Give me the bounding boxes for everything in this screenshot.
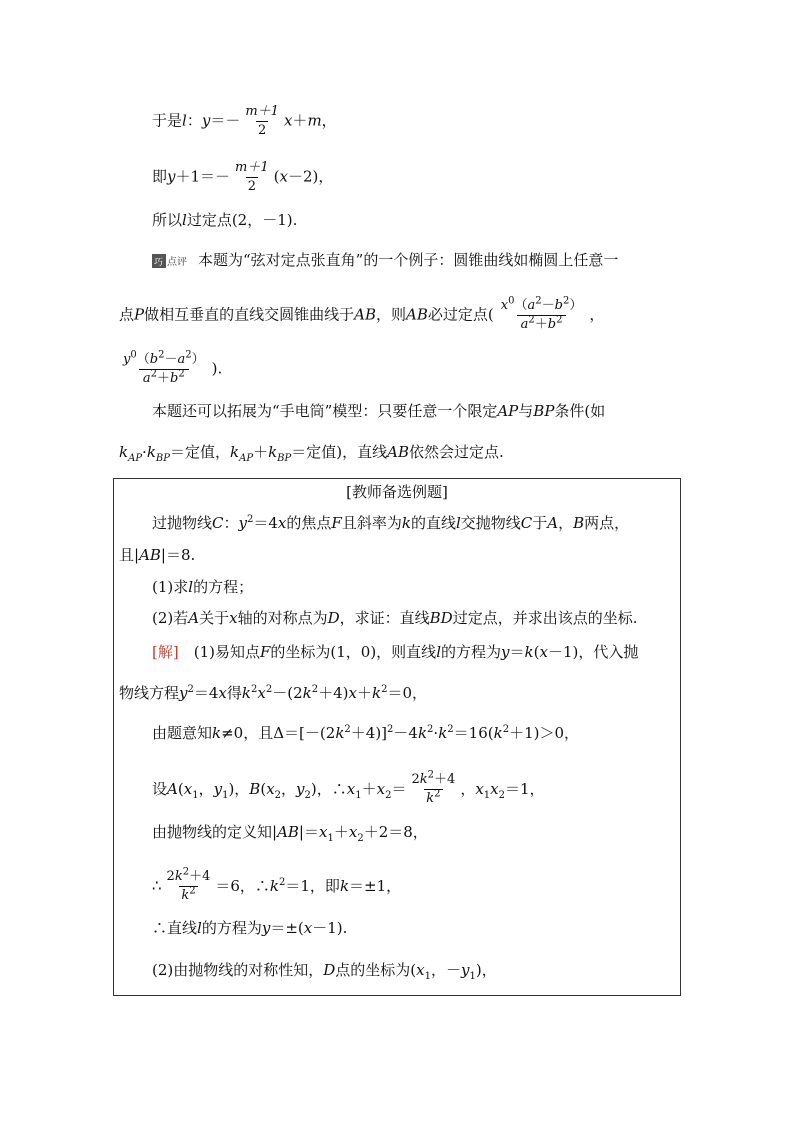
text: 且|AB|＝8. — [119, 546, 196, 564]
question-1 — [152, 577, 253, 597]
text: 过定点(2，－1). — [186, 211, 298, 229]
solution-line-5 — [152, 822, 428, 842]
teacher-box-title — [0, 482, 794, 502]
derivation-line-3 — [152, 210, 297, 230]
text: 条件(如 — [554, 402, 606, 420]
text: $k_{AP}\cdot k_{BP}=$定值，$k_{AP}+k_{BP}=$定值)，直线AB依然会过定点. — [119, 443, 504, 464]
derivation-line-1 — [152, 104, 337, 139]
fraction-denominator: $k^2$ — [426, 788, 441, 806]
text: x — [279, 167, 288, 186]
text: ( — [273, 167, 280, 186]
text: ∴直线l的方程为y＝±(x－1). — [152, 919, 348, 937]
comment-line-1 — [152, 250, 618, 270]
problem-line-2 — [119, 545, 195, 565]
text: 本题还可以拓展为“手电筒”模型：只要任意一个限定 — [152, 402, 498, 420]
text: －2)， — [287, 167, 334, 186]
text: BP — [533, 402, 555, 420]
text: ＝6，$\therefore k^2=1$，即k＝±1， — [215, 876, 402, 895]
fraction — [409, 769, 457, 807]
text: 本题为“弦对定点张直角”的一个例子：圆锥曲线如椭圆上任意一 — [198, 251, 619, 269]
comment-badge-icon — [152, 253, 192, 269]
text: 即 — [152, 167, 168, 186]
solution-line-4 — [152, 769, 545, 807]
fraction-fixed-point-x — [497, 295, 587, 333]
fraction — [165, 866, 213, 904]
fraction-numerator: $x^0(a^2-b^2)$ — [500, 295, 583, 313]
text: 物线方程$y^2=4x$得$k^2x^2-(2k^2+4)x+k^2=0$， — [119, 684, 427, 702]
solution-line-8 — [152, 960, 497, 980]
solution-line-1 — [152, 642, 638, 662]
fraction-numerator: m＋1 — [245, 104, 279, 119]
text: 必过定点( — [427, 305, 494, 324]
text: 设$A(x_1$，$y_1$)，$B(x_2$，$y_2$)，$\therefore x_1+x_2=$ — [152, 779, 407, 801]
solution-line-6 — [152, 866, 402, 904]
fraction-numerator: $2k^2+4$ — [411, 769, 456, 787]
comment-line-3 — [119, 349, 223, 387]
text: l — [182, 211, 187, 229]
problem-line-1 — [152, 513, 629, 533]
text: l — [182, 111, 187, 130]
fraction-denominator: $k^2$ — [181, 885, 196, 903]
text: 由题意知k≠0，且$\Delta=[-(2k^2+4)]^2-4k^2\cdot k^2=16(k^2+1)>0$， — [152, 724, 580, 742]
text: ). — [211, 359, 223, 378]
text: ＋1＝－ — [175, 167, 231, 186]
fraction-numerator: $y^0(b^2-a^2)$ — [123, 349, 205, 367]
text: 做相互垂直的直线交圆锥曲线于 — [144, 305, 355, 324]
solution-line-2 — [119, 683, 427, 703]
text: 过抛物线C：$y^2=4x$的焦点F且斜率为k的直线l交抛物线C于A，B两点， — [152, 514, 630, 532]
text: ＝－ — [210, 111, 241, 130]
text: 点 — [119, 305, 135, 324]
text: P — [134, 305, 145, 324]
text: (2)由抛物线的对称性知，D点的坐标为($x_1$，$-y_1$)， — [152, 961, 497, 982]
derivation-line-2 — [152, 160, 333, 195]
fraction-denominator: $a^2+b^2$ — [517, 315, 567, 333]
fraction-numerator: m＋1 — [235, 160, 269, 175]
text: (2)若A关于x轴的对称点为D，求证：直线BD过定点，并求出该点的坐标. — [152, 609, 638, 627]
text: 所以 — [152, 211, 183, 229]
solution-line-3 — [152, 723, 579, 743]
comment-line-2 — [119, 295, 605, 333]
fraction-denominator: 2 — [247, 179, 256, 194]
svg-text:点评: 点评 — [167, 257, 187, 268]
fraction-denominator: 2 — [258, 123, 267, 138]
text: m — [307, 111, 322, 130]
text: AB — [354, 305, 376, 324]
text: 与 — [518, 402, 534, 420]
text: ＋ — [292, 111, 308, 130]
text: y — [167, 167, 176, 186]
text: ， — [589, 305, 605, 324]
text: AP — [497, 402, 519, 420]
text: (1)求l的方程； — [152, 578, 254, 596]
text: [教师备选例题] — [346, 483, 448, 501]
solution-line-7 — [152, 918, 347, 938]
comment-line-5 — [119, 442, 504, 462]
text: ，则 — [375, 305, 406, 324]
text: (1)易知点F的坐标为(1，0)，则直线l的方程为y＝k(x－1)，代入抛 — [178, 643, 639, 661]
text: 于是 — [152, 111, 183, 130]
question-2 — [152, 608, 637, 628]
solution-tag: [解] — [152, 643, 179, 661]
text: ： — [186, 111, 202, 130]
svg-text:巧: 巧 — [154, 258, 164, 268]
fraction — [243, 104, 281, 139]
text: y — [201, 111, 211, 130]
fraction — [233, 160, 271, 195]
comment-line-4 — [152, 401, 605, 421]
text: ， — [321, 111, 337, 130]
text: 由抛物线的定义知$|AB|=x_1+x_2+2=8$， — [152, 823, 428, 844]
text: ，$x_1x_2=1$， — [460, 779, 545, 801]
text: AB — [406, 305, 428, 324]
fraction-denominator: $a^2+b^2$ — [139, 369, 189, 387]
fraction-fixed-point-y — [119, 349, 209, 387]
fraction-numerator: $2k^2+4$ — [166, 866, 211, 884]
text: x — [283, 111, 293, 130]
text: ∴ — [152, 876, 162, 895]
